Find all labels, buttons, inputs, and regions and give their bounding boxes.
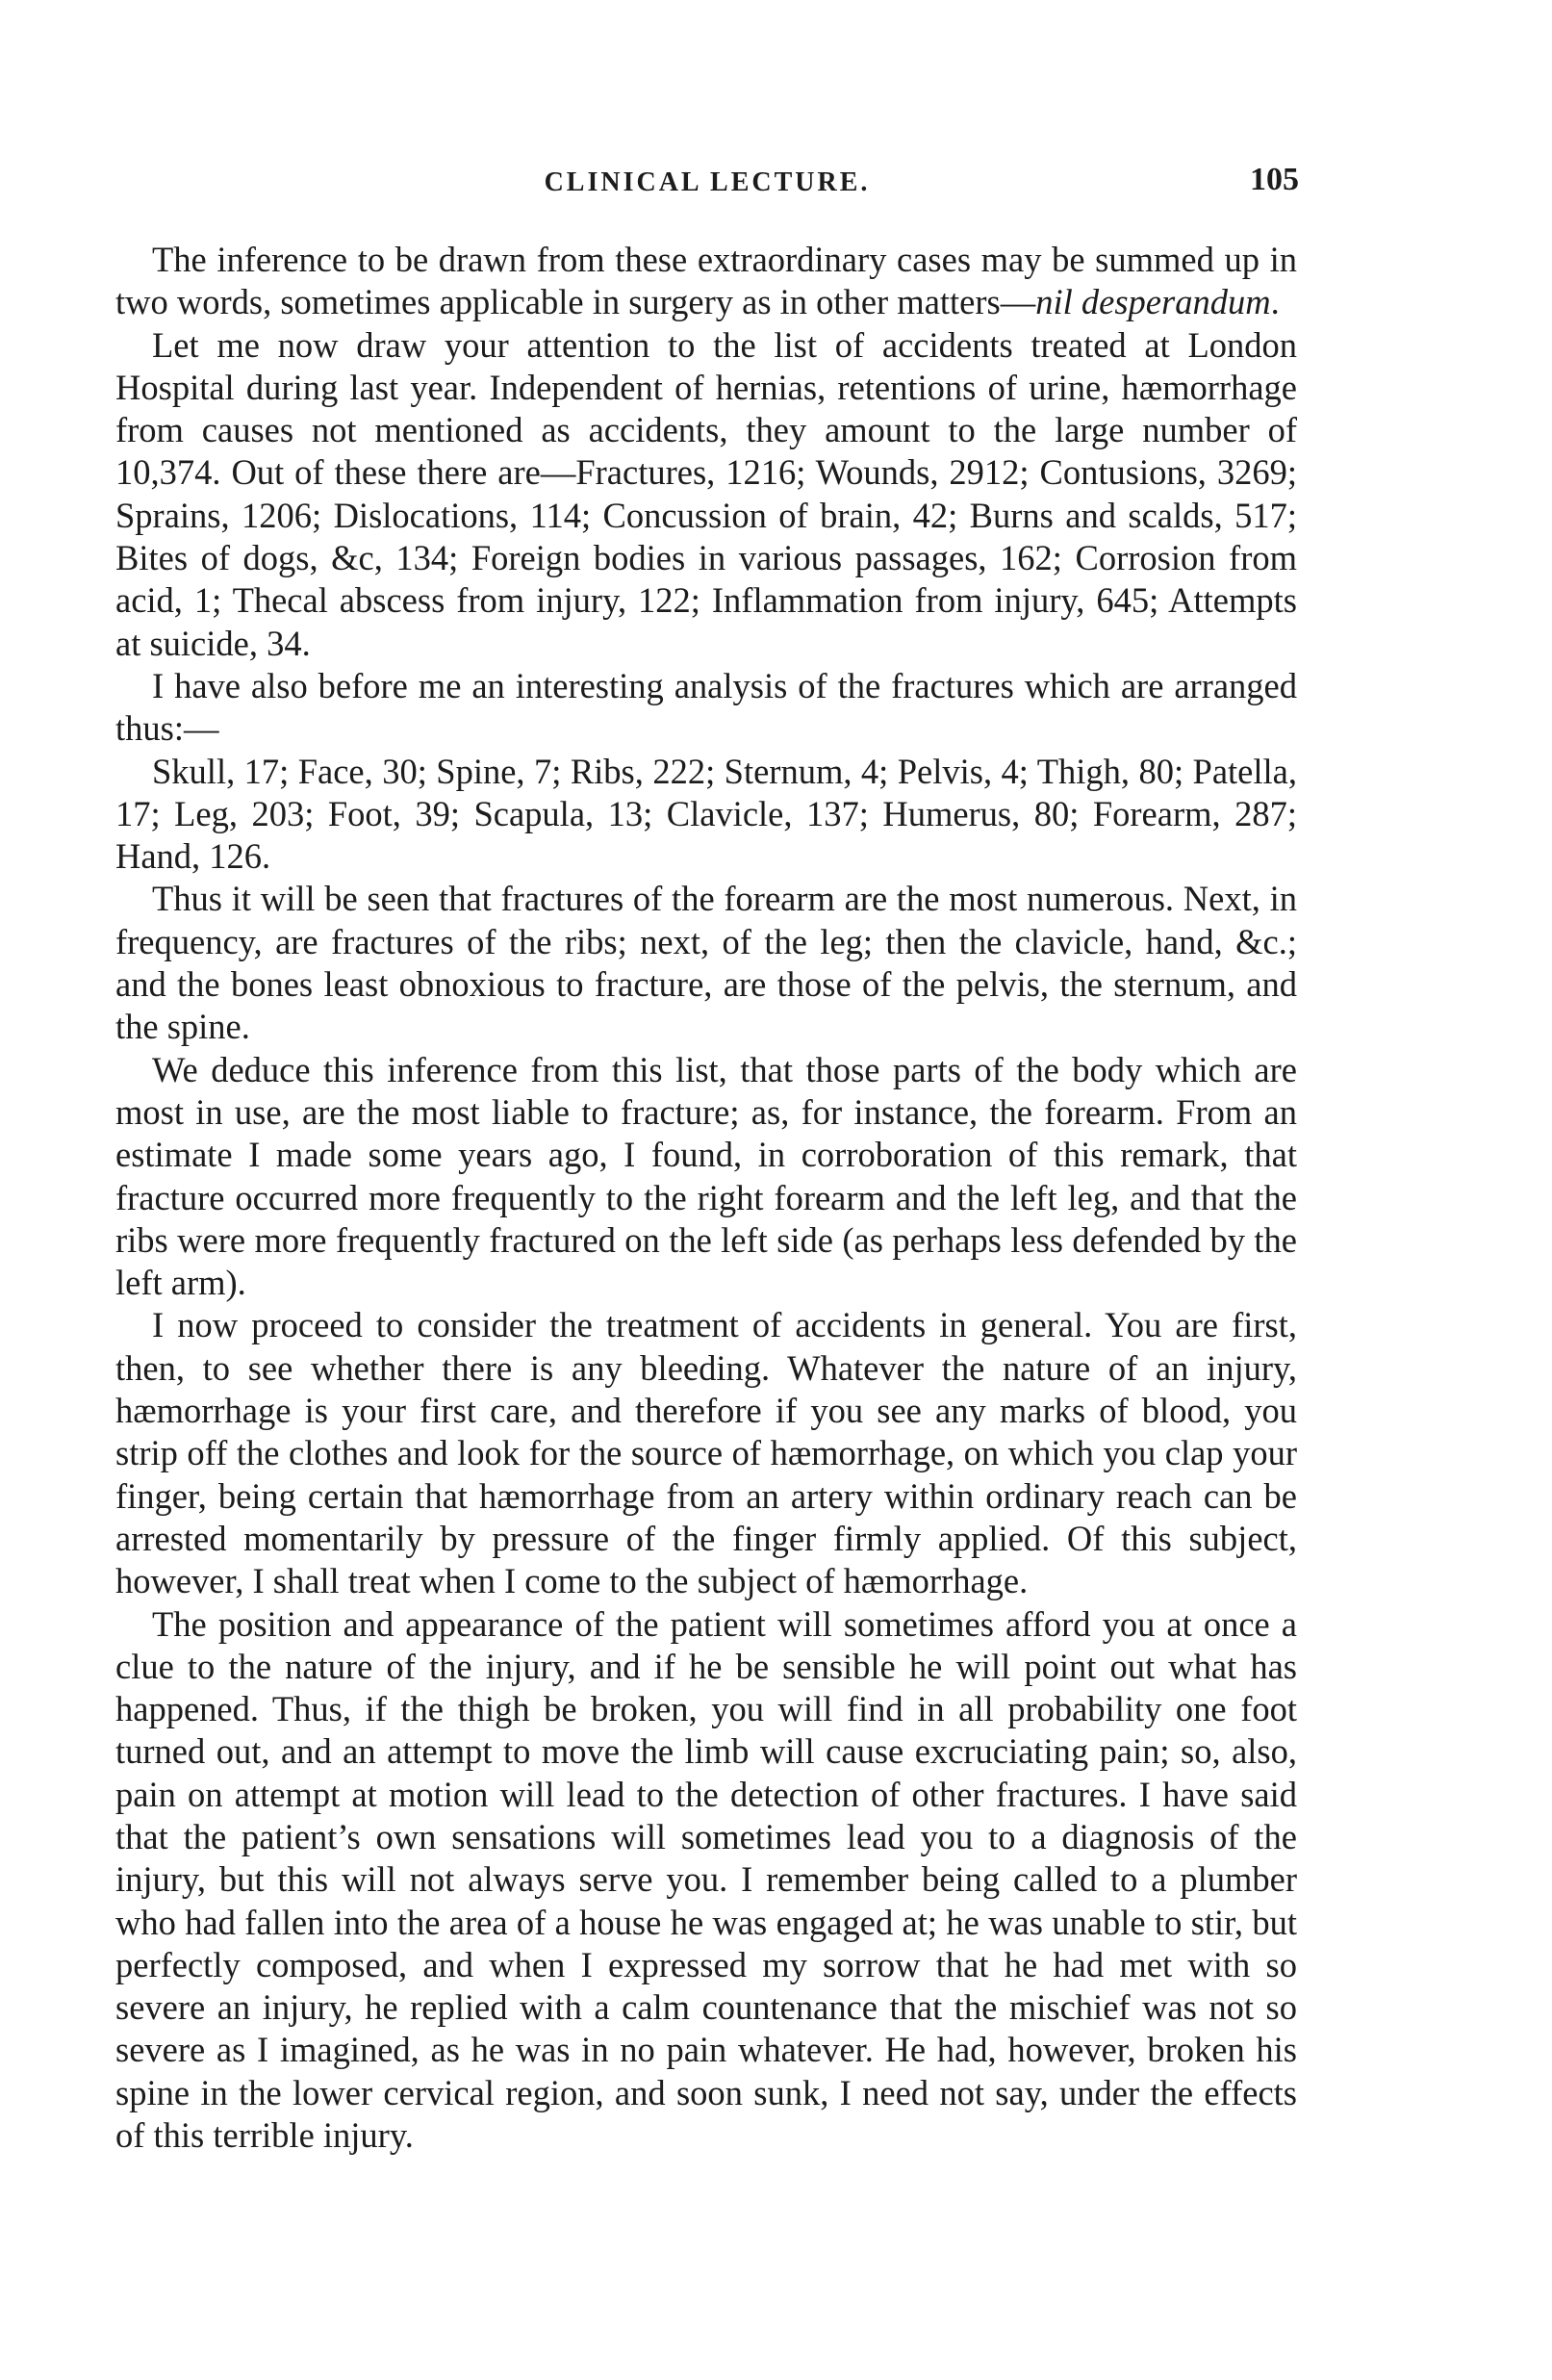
paragraph-3: I have also before me an interesting analysis of the fractures which are arranged thus:— [115, 665, 1297, 749]
paragraph-6: We deduce this inference from this list, that those parts of the body which are most in use, are the most liable to fracture; as, for instance, the forearm. From an estimate I made some years ago, I found, in corroboration of this remark, that fracture occurred more frequently to the right forearm and the left leg, and that the ribs were more frequently fractured on the left side (as perhaps less defended by the left arm). [115, 1049, 1297, 1303]
paragraph-1-end: . [1270, 282, 1280, 322]
paragraph-1-text: The inference to be drawn from these extraordinary cases may be summed up in two words, sometimes applicable in surgery as in other matters— [115, 240, 1297, 322]
running-title: CLINICAL LECTURE. [544, 167, 871, 197]
paragraph-1 [115, 239, 1297, 324]
paragraph-7: I now proceed to consider the treatment of accidents in general. You are first, then, to see whether there is any bleeding. Whatever the nature of an injury, hæmorrhage is your first care, and therefore if you see any marks of blood, you strip off the clothes and look for the source of hæmorrhage, on which you clap your finger, being certain that hæmorrhage from an artery within ordinary reach can be arrested momentarily by pressure of the finger firmly applied. Of this subject, however, I shall treat when I come to the subject of hæmorrhage. [115, 1305, 1297, 1601]
fracture-list: Skull, 17; Face, 30; Spine, 7; Ribs, 222; Sternum, 4; Pelvis, 4; Thigh, 80; Patella, 17; Leg, 203; Foot, 39; Scapula, 13; Clavicle, 137; Humerus, 80; Forearm, 287; Hand, 126. [115, 751, 1297, 877]
paragraph-5: Thus it will be seen that fractures of the forearm are the most numerous. Next, in frequency, are fractures of the ribs; next, of the leg; then the clavicle, hand, &c.; and the bones least obnoxious to fracture, are those of the pelvis, the sternum, and the spine. [115, 879, 1297, 1047]
page-number: 105 [1250, 162, 1299, 197]
latin-phrase: nil desperandum [1035, 282, 1271, 322]
paragraph-2: Let me now draw your attention to the list of accidents treated at London Hospital during last year. Independent of hernias, retentions of urine, hæmorrhage from causes not mentioned as accidents, they amount to the large number of 10,374. Out of these there are—Fractures, 1216; Wounds, 2912; Contusions, 3269; Sprains, 1206; Dislocations, 114; Concussion of brain, 42; Burns and scalds, 517; Bites of dogs, &c, 134; Foreign bodies in various passages, 162; Corrosion from acid, 1; Thecal abscess from injury, 122; Inflammation from injury, 645; Attempts at suicide, 34. [115, 324, 1297, 663]
body-text [115, 239, 1297, 2157]
paragraph-8: The position and appearance of the patient will sometimes afford you at once a clue to the nature of the injury, and if he be sensible he will point out what has happened. Thus, if the thigh be broken, you will find in all probability one foot turned out, and an attempt to move the limb will cause excruciating pain; so, also, pain on attempt at motion will lead to the detection of other fractures. I have said that the patient’s own sensations will sometimes lead you to a diagnosis of the injury, but this will not always serve you. I remember being called to a plumber who had fallen into the area of a house he was engaged at; he was unable to stir, but perfectly composed, and when I expressed my sorrow that he had met with so severe an injury, he replied with a calm countenance that the mischief was not so severe as I imagined, as he was in no pain whatever. He had, however, broken his spine in the lower cervical region, and soon sunk, I need not say, under the effects of this terrible injury. [115, 1603, 1297, 2156]
running-head [115, 162, 1299, 219]
